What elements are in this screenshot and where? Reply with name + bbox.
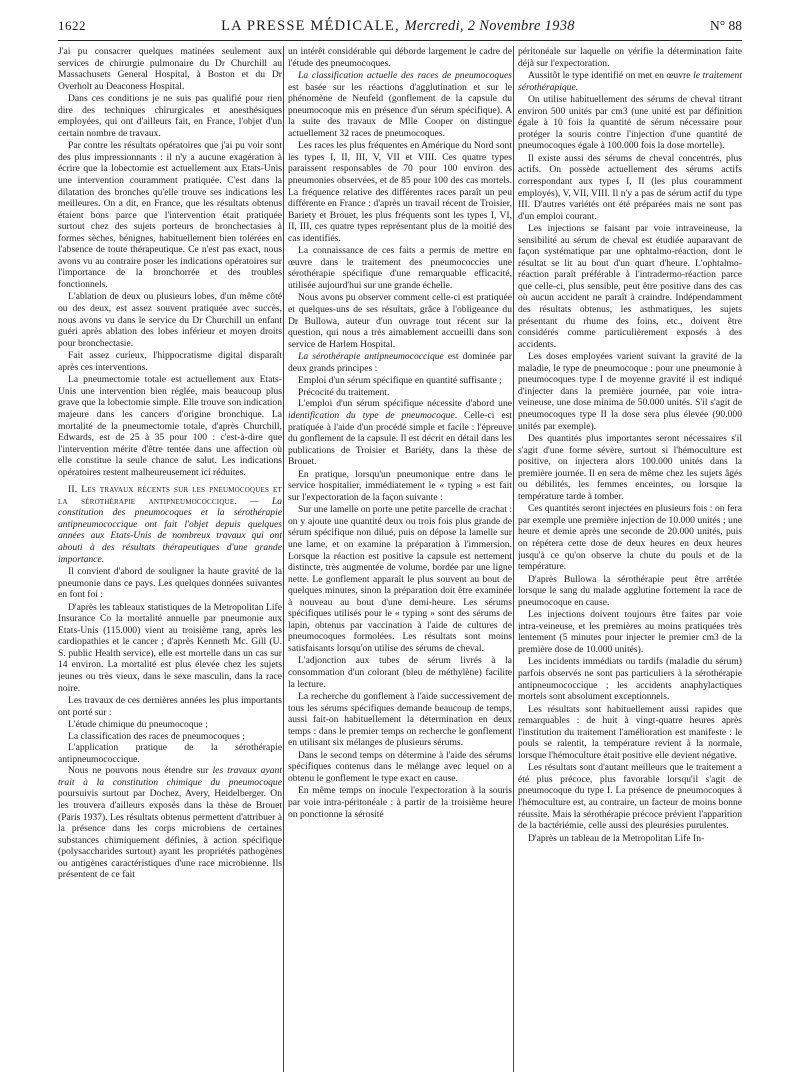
section-heading: II. Les travaux récents sur les pneumocoques et la sérothérapie antipneumococcique. bbox=[58, 484, 282, 507]
text-column-1 bbox=[58, 46, 282, 1072]
text-run: Aussitôt le type identifié on met en œuvre bbox=[528, 70, 694, 82]
paragraph: Les injections se faisant par voie intraveineuse, la sensibilité au sérum de cheval est étudiée auparavant de façon systématique par une ophtalmo-réaction, dont le résultat se lit au bout d'un quart d'heure. L'ophtalmo-réaction paraît préférable à l'intradermo-réaction parce que celle-ci, plus sensible, peut être positive dans des cas où aucun accident ne paraît à craindre. Indépendamment des résultats obtenus, les asthmatiques, les sujets présentant du rhume des foins, etc., doivent être considérés comme particulièrement exposés à des accidents. bbox=[518, 223, 742, 350]
paragraph: Dans ces conditions je ne suis pas qualifié pour rien dire des techniques chirurgicales et anesthésiques employées, qui ont d'ailleurs fait, en France, l'objet d'un certain nombre de travaux. bbox=[58, 93, 282, 139]
italic-run: La classification actuelle des races de pneumocoques bbox=[298, 70, 512, 82]
section-heading-paragraph bbox=[58, 484, 282, 565]
page-number: 1622 bbox=[58, 18, 86, 33]
list-item: Précocité du traitement. bbox=[298, 386, 390, 398]
header-rule bbox=[58, 40, 742, 41]
issue-number: N° 88 bbox=[709, 18, 742, 33]
paragraph bbox=[288, 70, 512, 139]
list-item: L'application pratique de la sérothérapie antipneumococcique. bbox=[58, 742, 282, 765]
text-run: . Celle-ci est pratiquée à l'aide d'un procédé simple et facile : l'épreuve du gonflement de la capsule. Il est décrit en détail dans les publications de Troisier et Bariéty, dans la thèse de Brouet. bbox=[288, 409, 512, 468]
paragraph: La recherche du gonflement à l'aide successivement de tous les sérums spécifiques demande beaucoup de temps, aussi fait-on habituellement la détermination en deux temps : dans le premier temps on recherche le gonflement en utilisant six mélanges de plusieurs sérums. bbox=[288, 691, 512, 749]
text-column-2 bbox=[288, 46, 512, 1072]
paragraph: L'ablation de deux ou plusieurs lobes, d'un même côté ou des deux, est assez souvent pratiquée avec succès, nous avons vu dans le service du Dr Churchill un enfant guéri après ablation des lobes inférieur et moyen droits pour bronchectasie. bbox=[58, 291, 282, 349]
column-divider bbox=[513, 46, 514, 1072]
paragraph: D'après un tableau de la Metropolitan Life In- bbox=[528, 832, 705, 844]
paragraph: On utilise habituellement des sérums de cheval titrant environ 500 unités par cm3 (une unité est par définition égale à 10 fois la quantité de sérum nécessaire pour protéger la souris contre l'injection d'une quantité de pneumocoques égale à 100.000 fois la dose mortelle). bbox=[518, 94, 742, 152]
paragraph: Les doses employées varient suivant la gravité de la maladie, le type de pneumocoque : pour une pneumonie à pneumocoques type I de moyenne gravité il est indiqué d'injecter dans la première journée, par voie intra-veineuse, une dose minima de 50.000 unités. S'il s'agit de pneumocoques type II la dose sera plus élevée (90.000 unités par exemple). bbox=[518, 351, 742, 432]
paragraph: un intérêt considérable qui déborde largement le cadre de l'étude des pneumocoques. bbox=[288, 46, 512, 69]
paragraph bbox=[58, 765, 282, 880]
section-intro: — La constitution des pneumocoques et la sérothérapie antipneumococcique ont fait l'objet depuis quelques années aux Etats-Unis de nombreux travaux qui ont abouti à des résultats thérapeutiques d'une grande importance. bbox=[58, 495, 282, 565]
paragraph: Les résultats sont d'autant meilleurs que le traitement a été plus précoce, plus favorable lorsqu'il s'agit de pneumocoque du type I. La présence de pneumocoques à l'hémoculture est, au contraire, un facteur de moins bonne réussite. Mais la sérothérapie précoce prévient l'apparition de la bactériémie, celle aussi des pleurésies purulentes. bbox=[518, 762, 742, 832]
paragraph: Dans le second temps on détermine à l'aide des sérums spécifiques contenus dans le mélange avec lequel on a obtenu le gonflement le type exact en cause. bbox=[288, 749, 512, 784]
list-item: L'étude chimique du pneumocoque ; bbox=[68, 719, 208, 731]
page-header bbox=[58, 18, 742, 40]
paragraph bbox=[518, 70, 742, 93]
column-divider bbox=[283, 46, 284, 1072]
text-run: Nous ne pouvons nous étendre sur bbox=[68, 765, 213, 777]
paragraph: En pratique, lorsqu'un pneumonique entre dans le service hospitalier, immédiatement le « typing » est fait sur l'expectoration de la façon suivante : bbox=[288, 468, 512, 503]
paragraph: Les injections doivent toujours être faites par voie intra-veineuse, et les premières au moins pratiquées très lentement (5 minutes pour injecter le premier cm3 de la première dose de 10.000 unités). bbox=[518, 609, 742, 655]
paragraph: Des quantités plus importantes seront nécessaires s'il s'agit d'une forme sévère, surtout si l'hémoculture est positive, on injectera alors 100.000 unités dans la première journée. Il en sera de même chez les sujets âgés ou débilités, les femmes enceintes, ou lorsque la température tarde à tomber. bbox=[518, 433, 742, 502]
text-run: L'emploi d'un sérum spécifique nécessite d'abord une bbox=[298, 398, 512, 410]
text-run: est basée sur les réactions d'agglutination et sur le phénomène de Neufeld (gonflement de la capsule du pneumocoque mis en présence d'un sérum spécifique). A la suite des travaux de Mlle Cooper on distingue actuellement 32 races de pneumocoques. bbox=[288, 81, 512, 139]
paragraph bbox=[288, 351, 512, 374]
text-run: poursuivis surtout par Dochez, Avery, Heidelberger. On les trouvera d'ailleurs exposés dans la thèse de Brouet (Paris 1937). Les résultats obtenus permettent d'attribuer à la présence dans les corps microbiens de certaines substances chimiquement définies, à action spécifique (polysaccharides surtout) ayant les propriétés pathogènes ou antigènes caractéristiques d'une race microbienne. Ils présentent de ce fait bbox=[58, 788, 282, 881]
paragraph: Il convient d'abord de souligner la haute gravité de la pneumonie dans ce pays. Les quelques données suivantes en font foi : bbox=[58, 566, 282, 601]
issue-date: Mercredi, 2 Novembre 1938 bbox=[404, 18, 575, 34]
journal-title: LA PRESSE MÉDICALE, bbox=[221, 18, 400, 34]
italic-run: le traitement sérothérapique. bbox=[518, 70, 742, 93]
text-column-3 bbox=[518, 46, 742, 1072]
paragraph: Les incidents immédiats ou tardifs (maladie du sérum) parfois observés ne sont pas particuliers à la sérothérapie antipneumococcique ; les accidents anaphylactiques mortels sont absolument exceptionnels. bbox=[518, 656, 742, 703]
paragraph: Nous avons pu observer comment celle-ci est pratiquée et quelques-uns de ses résultats, grâce à l'obligeance du Dr Bullowa, auteur d'un ouvrage tout récent sur la question, qui nous a très aimablement accueilli dans son service de Harlem Hospital. bbox=[288, 292, 512, 350]
paragraph: J'ai pu consacrer quelques matinées seulement aux services de chirurgie pulmonaire du Dr Churchill au Massachusets General Hospital, à Boston et du Dr Overholt au Deaconess Hospital. bbox=[58, 46, 282, 92]
paragraph: péritonéale sur laquelle on vérifie la détermination faite déjà sur l'expectoration. bbox=[518, 46, 742, 69]
text-run: est dominée par deux grands principes : bbox=[288, 351, 512, 374]
list-item: La classification des races de pneumocoques ; bbox=[68, 730, 245, 742]
paragraph: Il existe aussi des sérums de cheval concentrés, plus actifs. On possède actuellement des sérums actifs correspondant aux types I, II (les plus couramment employés), V, VII, VIII. Il n'y a pas de sérum actif du type III. D'autres variétés ont été préparées mais ne sont pas d'un emploi courant. bbox=[518, 152, 742, 222]
italic-run: les travaux ayant trait à la constitution chimique du pneumocoque bbox=[58, 765, 282, 788]
italic-run: La sérothérapie antipneumococcique bbox=[298, 351, 444, 363]
italic-run: identification du type de pneumocoque bbox=[288, 409, 455, 421]
paragraph: Fait assez curieux, l'hippocratisme digital disparaît après ces interventions. bbox=[58, 350, 282, 373]
paragraph: D'après Bullowa la sérothérapie peut être arrêtée lorsque le sang du malade agglutine fortement la race de pneumocoque en cause. bbox=[518, 573, 742, 608]
paragraph: La connaissance de ces faits a permis de mettre en œuvre dans le traitement des pneumococcies une sérothérapie spécifique d'une remarquable efficacité, utilisée aujourd'hui sur une grande échelle. bbox=[288, 245, 512, 291]
paragraph: D'après les tableaux statistiques de la Metropolitan Life Insurance Co la mortalité annuelle par pneumonie aux Etats-Unis (115.000) vient au troisième rang, après les cardiopathies et le cancer ; d'après Kenneth Mc. Gill (U. S. public Health service), elle est mortelle dans un cas sur 14 environ. La mortalité est plus élevée chez les sujets jeunes ou très vieux, dans le sexe masculin, dans la race noire. bbox=[58, 601, 282, 694]
journal-title-line bbox=[221, 18, 575, 35]
paragraph: Les races les plus fréquentes en Amérique du Nord sont les types I, II, III, V, VII et VIII. Ces quatre types paraissent responsables de 70 pour 100 environ des pneumonies observées, et de 85 pour 100 des cas mortels. La fréquence relative des différentes races paraît un peu différente en France : d'après un travail récent de Troisier, Bariety et Brouet, les plus fréquents sont les types I, VI, II, III, ces quatre types représentant plus de la moitié des cas identifiés. bbox=[288, 140, 512, 244]
paragraph bbox=[288, 398, 512, 467]
paragraph: Les travaux de ces dernières années les plus importants ont porté sur : bbox=[58, 695, 282, 718]
paragraph: L'adjonction aux tubes de sérum livrés à la consommation d'un colorant (bleu de méthylène) facilite la lecture. bbox=[288, 655, 512, 690]
paragraph: Par contre les résultats opératoires que j'ai pu voir sont des plus impressionnants : il n'y a aucune exagération à écrire que la lobectomie est actuellement aux Etats-Unis une intervention couramment pratiquée. C'est dans la dilatation des bronches qu'elle trouve ses indications les meilleures. On a dit, en France, que les résultats obtenus étaient bons parce que l'intervention était pratiquée surtout chez des sujets porteurs de bronchectasies à formes sèches, bénignes, habituellement bien tolérées en l'absence de toute thérapeutique. Ce n'est pas exact, nous avons vu au contraire poser les indications opératoires sur l'importance de la bronchorrée et des troubles fonctionnels. bbox=[58, 140, 282, 290]
list-item: Emploi d'un sérum spécifique en quantité suffisante ; bbox=[298, 375, 502, 387]
paragraph: Les résultats sont habituellement aussi rapides que remarquables : de huit à vingt-quatre heures après l'institution du traitement l'amélioration est manifeste : le pouls se ralentit, la température revient à la normale, lorsque l'hémoculture était positive elle devient négative. bbox=[518, 703, 742, 761]
paragraph: En même temps on inocule l'expectoration à la souris par voie intra-péritonéale : à partir de la troisième heure on ponctionne la sérosité bbox=[288, 785, 512, 820]
paragraph: La pneumectomie totale est actuellement aux Etats-Unis une intervention bien réglée, mais beaucoup plus grave que la lobectomie simple. Elle trouve son indication majeure dans les cancers d'origine bronchique. La mortalité de la pneumectomie totale, d'après Churchill, Edwards, est de 25 à 35 pour 100 : c'est-à-dire que l'intervention mérite d'être tentée dans une affection où elle constitue la seule chance de salut. Les indications opératoires restent malheureusement ici réduites. bbox=[58, 374, 282, 478]
paragraph: Sur une lamelle on porte une petite parcelle de crachat : on y ajoute une quantité deux ou trois fois plus grande de sérum spécifique non dilué, puis on dépose la lamelle sur une lame, et on examine la préparation à l'immersion. Lorsque la réaction est positive la capsule est nettement distincte, très augmentée de volume, bordée par une ligne nette. Le gonflement apparaît le plus souvent au bout de quelques minutes, sinon la préparation doit être examinée à nouveau au bout d'une demi-heure. Les sérums spécifiques utilisés pour le « typing » sont des sérums de lapin, obtenus par vaccination à l'aide de cultures de pneumocoques formolées. Les résultats sont moins satisfaisants lorsqu'on utilise des sérums de cheval. bbox=[288, 504, 512, 654]
paragraph: Ces quantités seront injectées en plusieurs fois : on fera par exemple une première injection de 10.000 unités ; une heure et demie après une seconde de 20.000 unités, puis on répétera cette dose de deux heures en deux heures jusqu'à ce qu'on observe la chute du pouls et de la température. bbox=[518, 503, 742, 573]
